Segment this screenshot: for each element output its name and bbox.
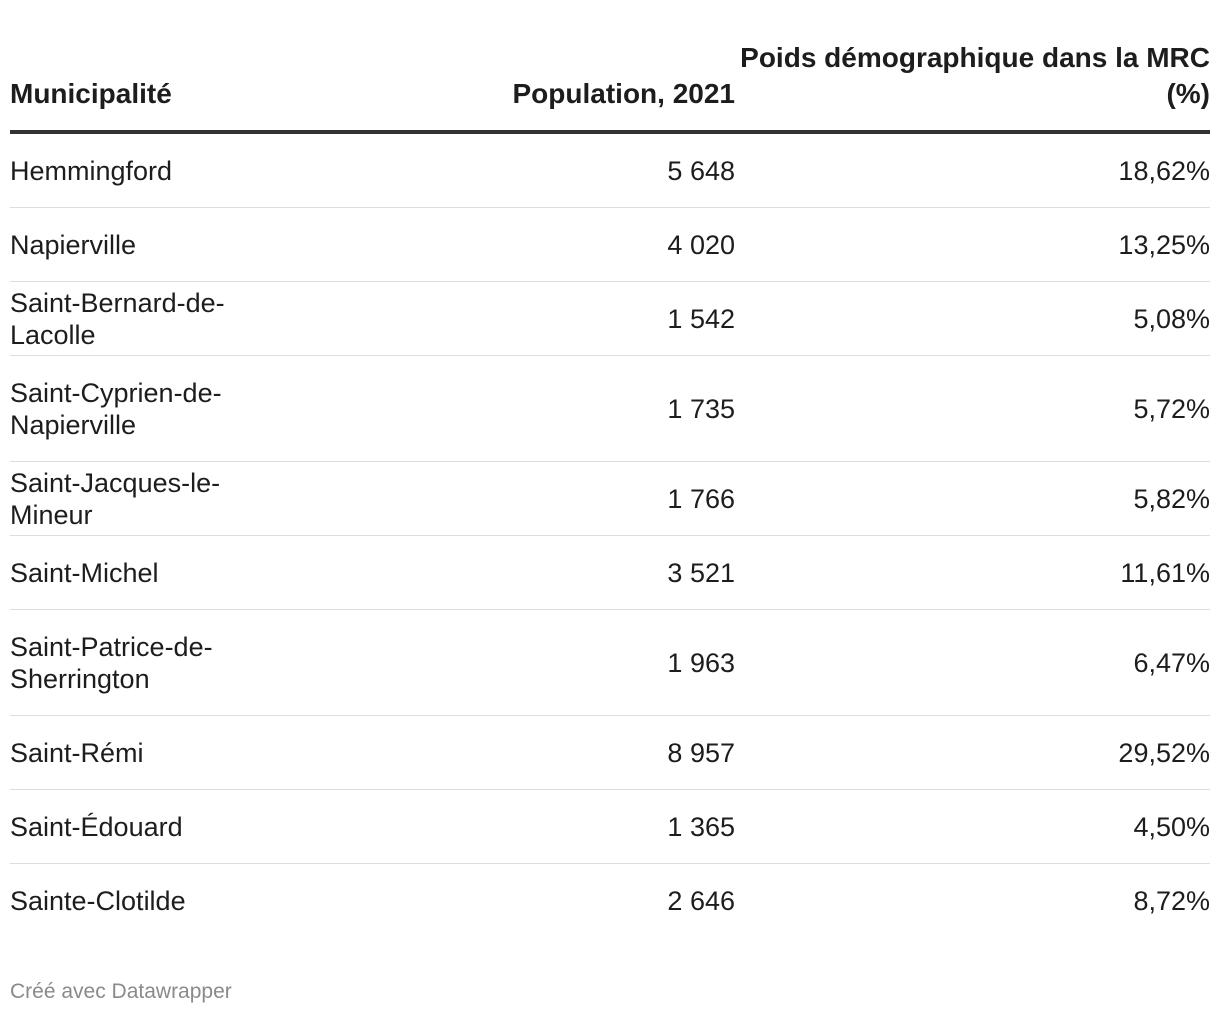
cell-municipalite: Saint-Cyprien-de-Napierville <box>10 377 222 440</box>
column-header-poids[interactable]: Poids démographique dans la MRC (%) <box>740 42 1210 109</box>
cell-municipalite: Saint-Michel <box>10 557 159 588</box>
cell-poids: 4,50% <box>1133 811 1210 842</box>
cell-poids: 5,08% <box>1133 303 1210 334</box>
table-row <box>10 716 1210 790</box>
table-row <box>10 864 1210 938</box>
cell-population: 2 646 <box>667 886 735 916</box>
cell-poids: 13,25% <box>1118 229 1210 260</box>
cell-poids: 8,72% <box>1133 886 1210 916</box>
cell-poids: 5,72% <box>1133 393 1210 424</box>
cell-poids: 18,62% <box>1118 155 1210 186</box>
cell-municipalite: Sainte-Clotilde <box>10 886 186 916</box>
table-row <box>10 790 1210 864</box>
cell-municipalite: Saint-Jacques-le-Mineur <box>10 467 221 530</box>
cell-municipalite: Napierville <box>10 229 137 260</box>
cell-population: 1 766 <box>667 483 735 514</box>
cell-poids: 6,47% <box>1133 647 1210 678</box>
cell-population: 1 542 <box>667 303 735 334</box>
table-row <box>10 610 1210 716</box>
cell-municipalite: Saint-Patrice-de-Sherrington <box>10 631 213 694</box>
cell-municipalite: Hemmingford <box>10 155 173 186</box>
cell-municipalite: Saint-Édouard <box>10 811 183 842</box>
cell-population: 4 020 <box>667 229 735 260</box>
cell-population: 1 365 <box>667 811 735 842</box>
cell-poids: 29,52% <box>1118 737 1210 768</box>
table-row <box>10 462 1210 536</box>
cell-population: 8 957 <box>667 737 735 768</box>
column-header-population[interactable]: Population, 2021 <box>512 78 735 109</box>
table-row <box>10 536 1210 610</box>
cell-municipalite: Saint-Rémi <box>10 737 144 768</box>
cell-municipalite: Saint-Bernard-de-Lacolle <box>10 287 225 350</box>
table-header <box>10 40 1210 134</box>
table-row <box>10 134 1210 208</box>
cell-population: 1 963 <box>667 647 735 678</box>
cell-population: 1 735 <box>667 393 735 424</box>
data-table <box>10 40 1210 938</box>
table-row <box>10 356 1210 462</box>
cell-population: 5 648 <box>667 155 735 186</box>
table-row <box>10 282 1210 356</box>
table-row <box>10 208 1210 282</box>
cell-population: 3 521 <box>667 557 735 588</box>
column-header-municipalite[interactable]: Municipalité <box>10 78 172 109</box>
datawrapper-credit[interactable]: Créé avec Datawrapper <box>10 980 232 1003</box>
cell-poids: 5,82% <box>1133 483 1210 514</box>
cell-poids: 11,61% <box>1120 557 1210 588</box>
